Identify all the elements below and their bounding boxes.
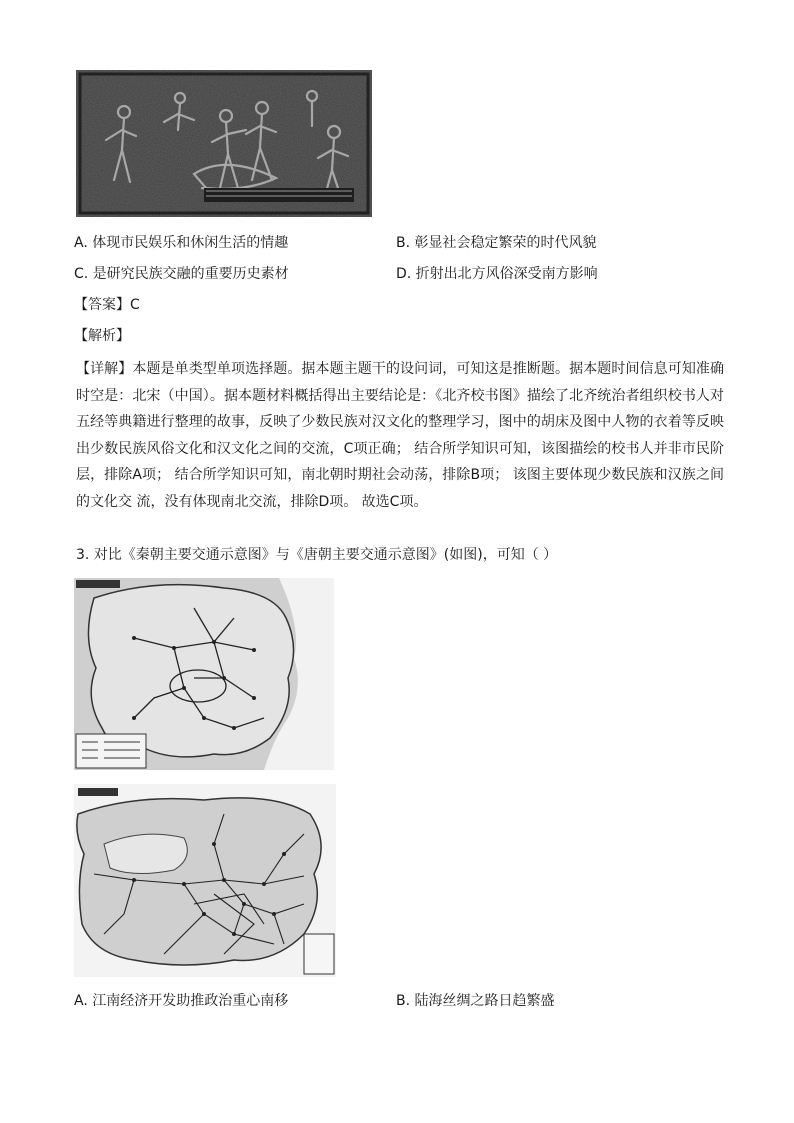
relief-image	[76, 70, 372, 217]
option-b: B. 彰显社会稳定繁荣的时代风貌	[396, 235, 597, 251]
qin-map-image	[74, 578, 334, 770]
qin-map-icon	[74, 578, 334, 770]
option-c: C. 是研究民族交融的重要历史素材	[74, 266, 289, 282]
analysis-label: 【解析】	[74, 328, 130, 344]
stone-relief-icon	[76, 70, 372, 217]
tang-map-icon	[74, 784, 336, 977]
detail-paragraph: 【详解】本题是单类型单项选择题。据本题主题干的设问词，可知这是推断题。据本题时间信息可知准确时空是：北宋（中国）。据本题材料概括得出主要结论是：《北齐校书图》描绘了北齐统治者组织校书人对五经等典籍进行整理的故事，反映了少数民族对汉文化的整理学习，图中的胡床及图中人物的衣着等反映出少数民族风俗文化和汉文化之间的交流，C项正确； 结合所学知识可知，该图描绘的校书人并非市民阶层，排除A项； 结合所学知识可知，南北朝时期社会动荡，排除B项； 该图主要体现少数民族和汉族之间的文化交 流，没有体现南北交流，排除D项。 故选C项。	[76, 361, 724, 510]
question-3-stem: 3. 对比《秦朝主要交通示意图》与《唐朝主要交通示意图》(如图)，可知（ ）	[76, 547, 558, 563]
q3-option-b: B. 陆海丝绸之路日趋繁盛	[396, 993, 555, 1009]
tang-map-image	[74, 784, 336, 977]
option-d: D. 折射出北方风俗深受南方影响	[396, 266, 598, 282]
answer-line: 【答案】C	[74, 297, 140, 313]
q3-option-a: A. 江南经济开发助推政治重心南移	[74, 993, 289, 1009]
option-a: A. 体现市民娱乐和休闲生活的情趣	[74, 235, 289, 251]
